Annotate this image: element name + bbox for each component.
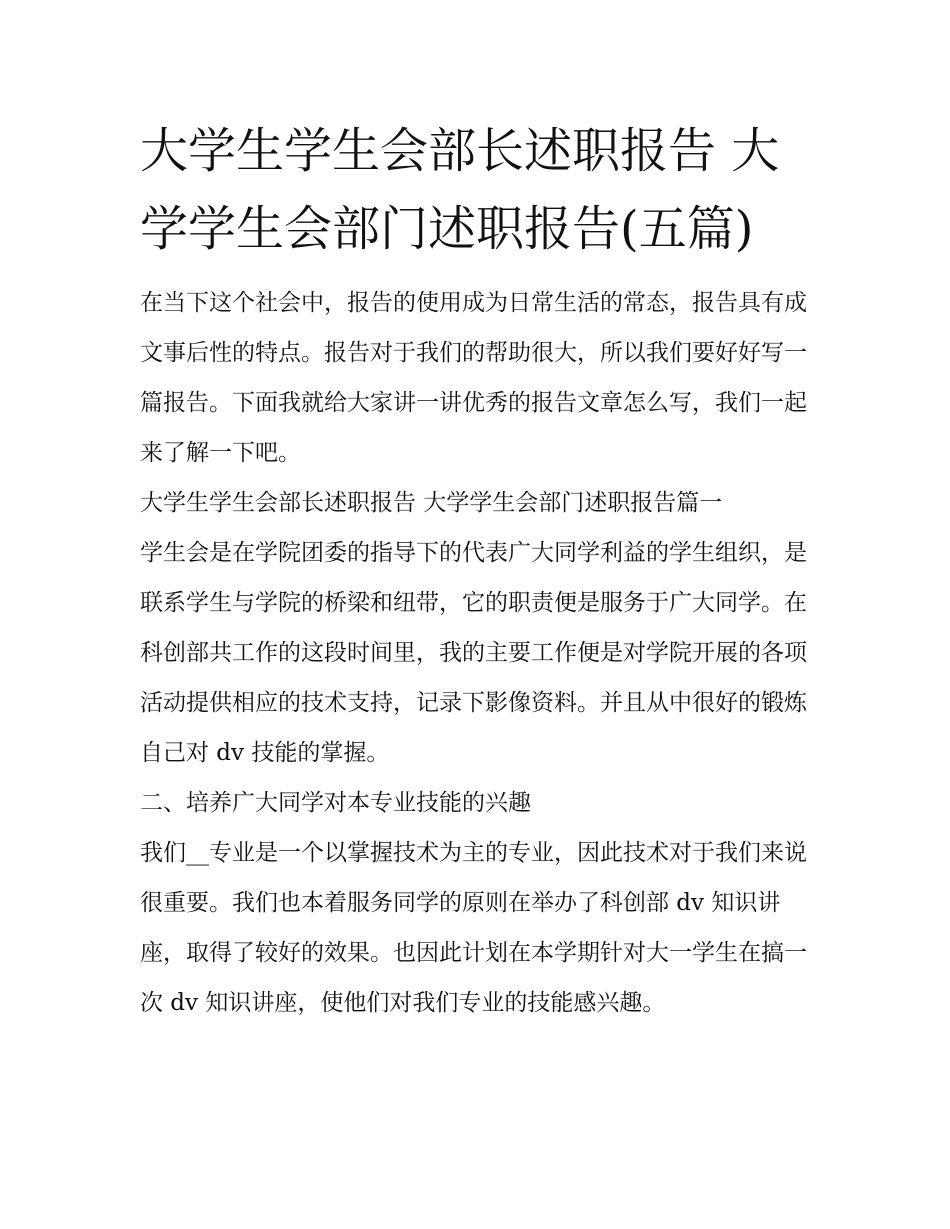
section-1-paragraph: 学生会是在学院团委的指导下的代表广大同学利益的学生组织，是联系学生与学院的桥梁和纽带，它的职责便是服务于广大同学。在科创部共工作的这段时间里，我的主要工作便是对学院开展的各项活动提供相应的技术支持，记录下影像资料。并且从中很好的锻炼自己对 dv 技能的掌握。 — [140, 540, 807, 766]
document-body — [140, 278, 815, 1028]
section-2-paragraph: 我们__专业是一个以掌握技术为主的专业，因此技术对于我们来说很重要。我们也本着服务同学的原则在举办了科创部 dv 知识讲座，取得了较好的效果。也因此计划在本学期针对大一学生在搞一次 dv 知识讲座，使他们对我们专业的技能感兴趣。 — [140, 840, 807, 1016]
section-heading-2: 二、培养广大同学对本专业技能的兴趣 — [140, 790, 531, 816]
document-title: 大学生学生会部长述职报告 大学学生会部门述职报告(五篇) — [140, 123, 780, 257]
intro-paragraph: 在当下这个社会中，报告的使用成为日常生活的常态，报告具有成文事后性的特点。报告对于我们的帮助很大，所以我们要好好写一篇报告。下面我就给大家讲一讲优秀的报告文章怎么写，我们一起来了解一下吧。 — [140, 290, 807, 466]
section-heading-1: 大学生学生会部长述职报告 大学学生会部门述职报告篇一 — [140, 490, 723, 516]
